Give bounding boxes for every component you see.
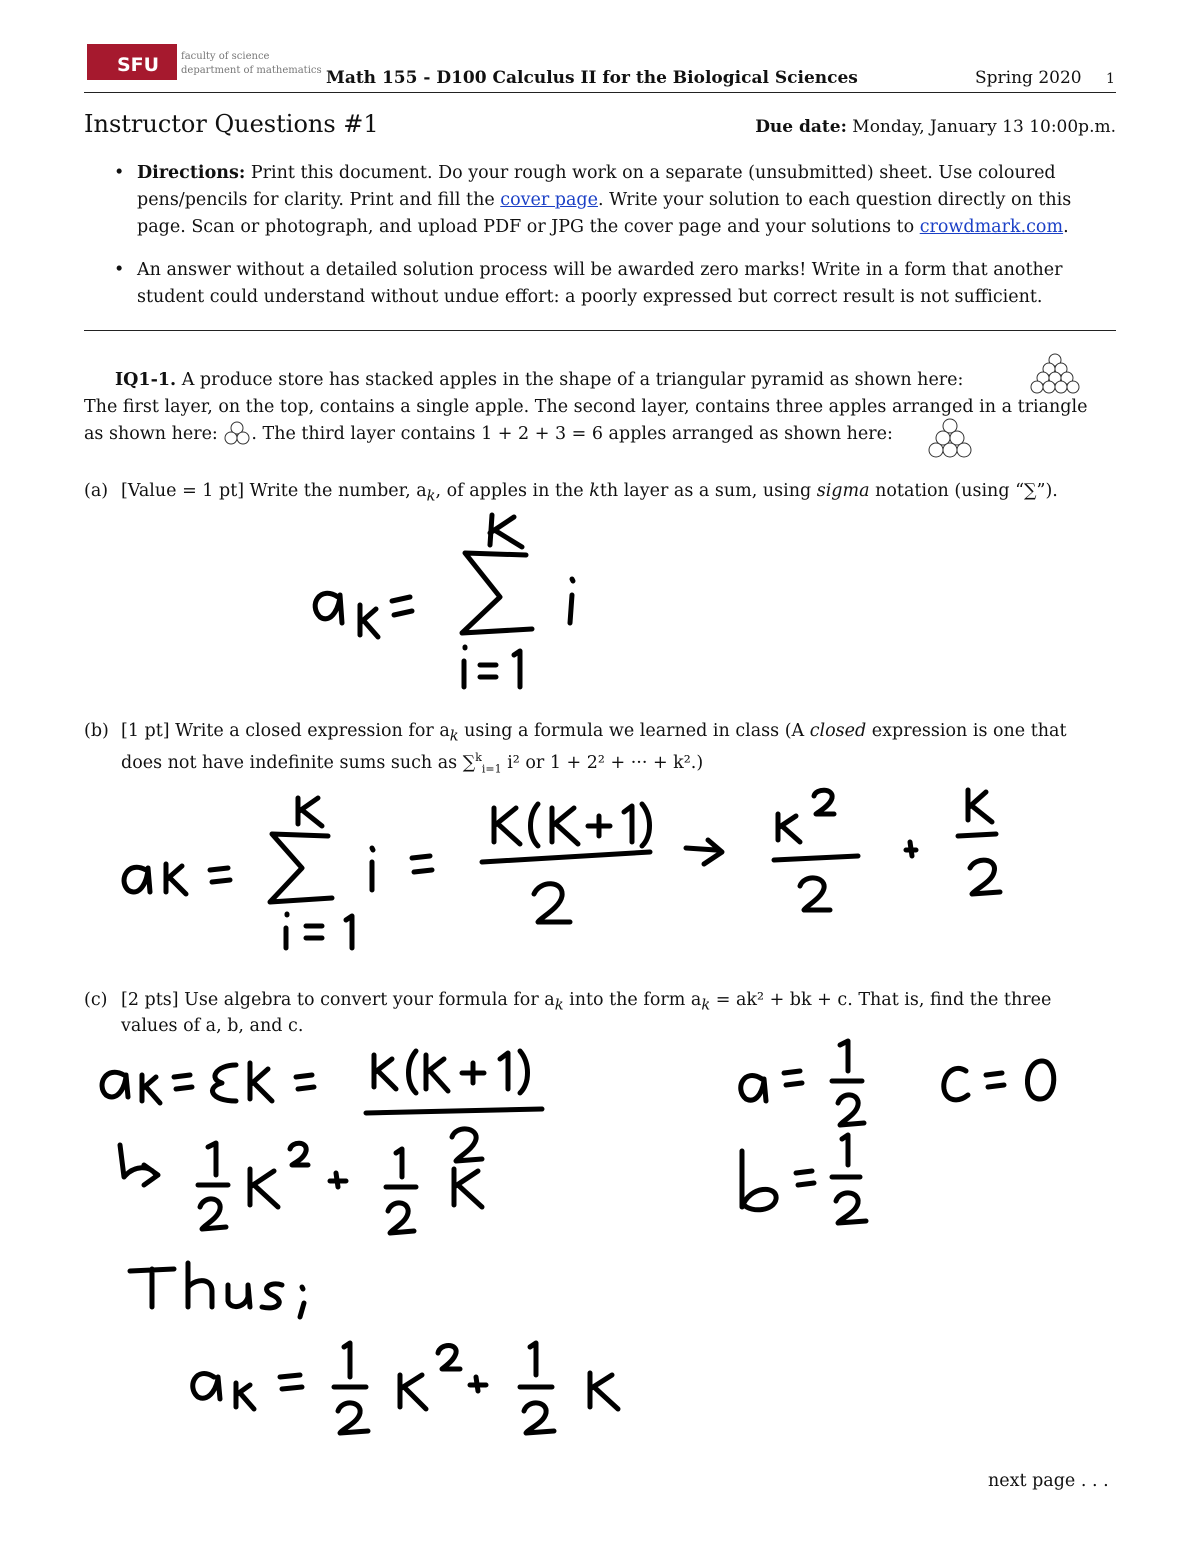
- b-sum-upper: k: [475, 751, 482, 764]
- part-b-label: (b): [84, 721, 109, 741]
- page-title: Instructor Questions #1: [84, 110, 379, 138]
- c-text-1: [2 pts] Use algebra to convert your formula for a: [121, 990, 555, 1010]
- directions-text-2: . Write your solution to each question directly on this page. Scan or photograph, and upload PDF or JPG the cover page and your solutions to: [137, 190, 1072, 237]
- b-text-3: expression is one that: [866, 721, 1067, 741]
- c-sub-2: k: [701, 996, 711, 1014]
- directions-label: Directions:: [137, 163, 246, 183]
- crowdmark-link[interactable]: crowdmark.com: [919, 217, 1064, 237]
- intro-text-1: A produce store has stacked apples in the shape of a triangular pyramid as shown here:: [176, 370, 964, 390]
- b-closed-word: closed: [809, 721, 867, 741]
- logo-caption: [181, 50, 322, 78]
- three-apples-image: [223, 421, 251, 445]
- b-text-1: [1 pt] Write a closed expression for a: [121, 721, 450, 741]
- cover-page-link[interactable]: cover page: [500, 190, 598, 210]
- next-page-note: next page . . .: [988, 1471, 1109, 1491]
- b-text-5: i² or 1 + 2² + ··· + k².): [501, 752, 704, 773]
- a-sigma-word: sigma: [816, 481, 870, 501]
- c-sub: k: [554, 996, 564, 1014]
- handwritten-answer-b: [110, 780, 1030, 960]
- bullet-dot: •: [114, 163, 125, 183]
- c-text-2: into the form a: [563, 990, 702, 1010]
- handwritten-answer-a: [300, 505, 620, 695]
- a-text-2: , of apples in the: [435, 481, 590, 501]
- a-text-4: notation (using “∑”).: [869, 481, 1058, 501]
- b-sub: k: [449, 727, 459, 745]
- directions-text-1: Print this document. Do your rough work on a separate (unsubmitted) sheet. Use coloured pens/pencils for clarity. Print and fill the: [137, 163, 1056, 210]
- header-rule: [84, 92, 1116, 93]
- a-text-3: th layer as a sum, using: [599, 481, 817, 501]
- c-text-3: = ak² + bk + c. That is, find the three: [710, 990, 1052, 1010]
- question-id: IQ1-1.: [115, 370, 177, 390]
- six-apples-image: [928, 418, 972, 460]
- part-a-label: (a): [84, 481, 109, 501]
- logo-line-2: department of mathematics: [181, 65, 322, 76]
- question-intro-line-2: The first layer, on the top, contains a single apple. The second layer, contains three apples arranged in a triangle: [84, 397, 1088, 417]
- intro-text-3b: . The third layer contains 1 + 2 + 3 = 6 apples arranged as shown here:: [251, 424, 893, 444]
- intro-text-3a: as shown here:: [84, 424, 224, 444]
- a-k: k: [589, 481, 600, 501]
- directions-text-3: .: [1063, 217, 1069, 237]
- warning-paragraph: An answer without a detailed solution process will be awarded zero marks! Write in a form that another student could understand without undue effort: a poorly expressed but correct result is not sufficient.: [137, 260, 1063, 307]
- due-date: [755, 117, 1116, 137]
- due-label: Due date:: [755, 117, 847, 137]
- question-intro-line-3: [84, 421, 893, 448]
- directions-paragraph: [137, 160, 1117, 241]
- question-intro-line-1: [115, 367, 963, 394]
- term: Spring 2020: [975, 68, 1082, 88]
- part-c-label: (c): [84, 990, 108, 1010]
- a-sub: k: [426, 487, 436, 505]
- section-rule: [84, 330, 1116, 331]
- part-b-line-2: [121, 744, 703, 782]
- handwritten-work-c: [90, 1035, 1090, 1455]
- pyramid-apples-image: [1030, 352, 1080, 396]
- logo-line-1: faculty of science: [181, 51, 270, 62]
- due-value: Monday, January 13 10:00p.m.: [852, 117, 1116, 137]
- bullet-dot: •: [114, 260, 125, 280]
- page-number: 1: [1106, 71, 1115, 87]
- b-sum-lower: i=1: [481, 762, 502, 776]
- a-text-1: [Value = 1 pt] Write the number, a: [121, 481, 427, 501]
- part-c-line-2: values of a, b, and c.: [121, 1016, 304, 1036]
- course-title: Math 155 - D100 Calculus II for the Biological Sciences: [326, 68, 858, 88]
- sfu-logo: [87, 44, 177, 80]
- b-text-2: using a formula we learned in class (A: [458, 721, 810, 741]
- b-text-4: does not have indefinite sums such as ∑: [121, 752, 476, 773]
- logo-mark: SFU: [117, 54, 160, 76]
